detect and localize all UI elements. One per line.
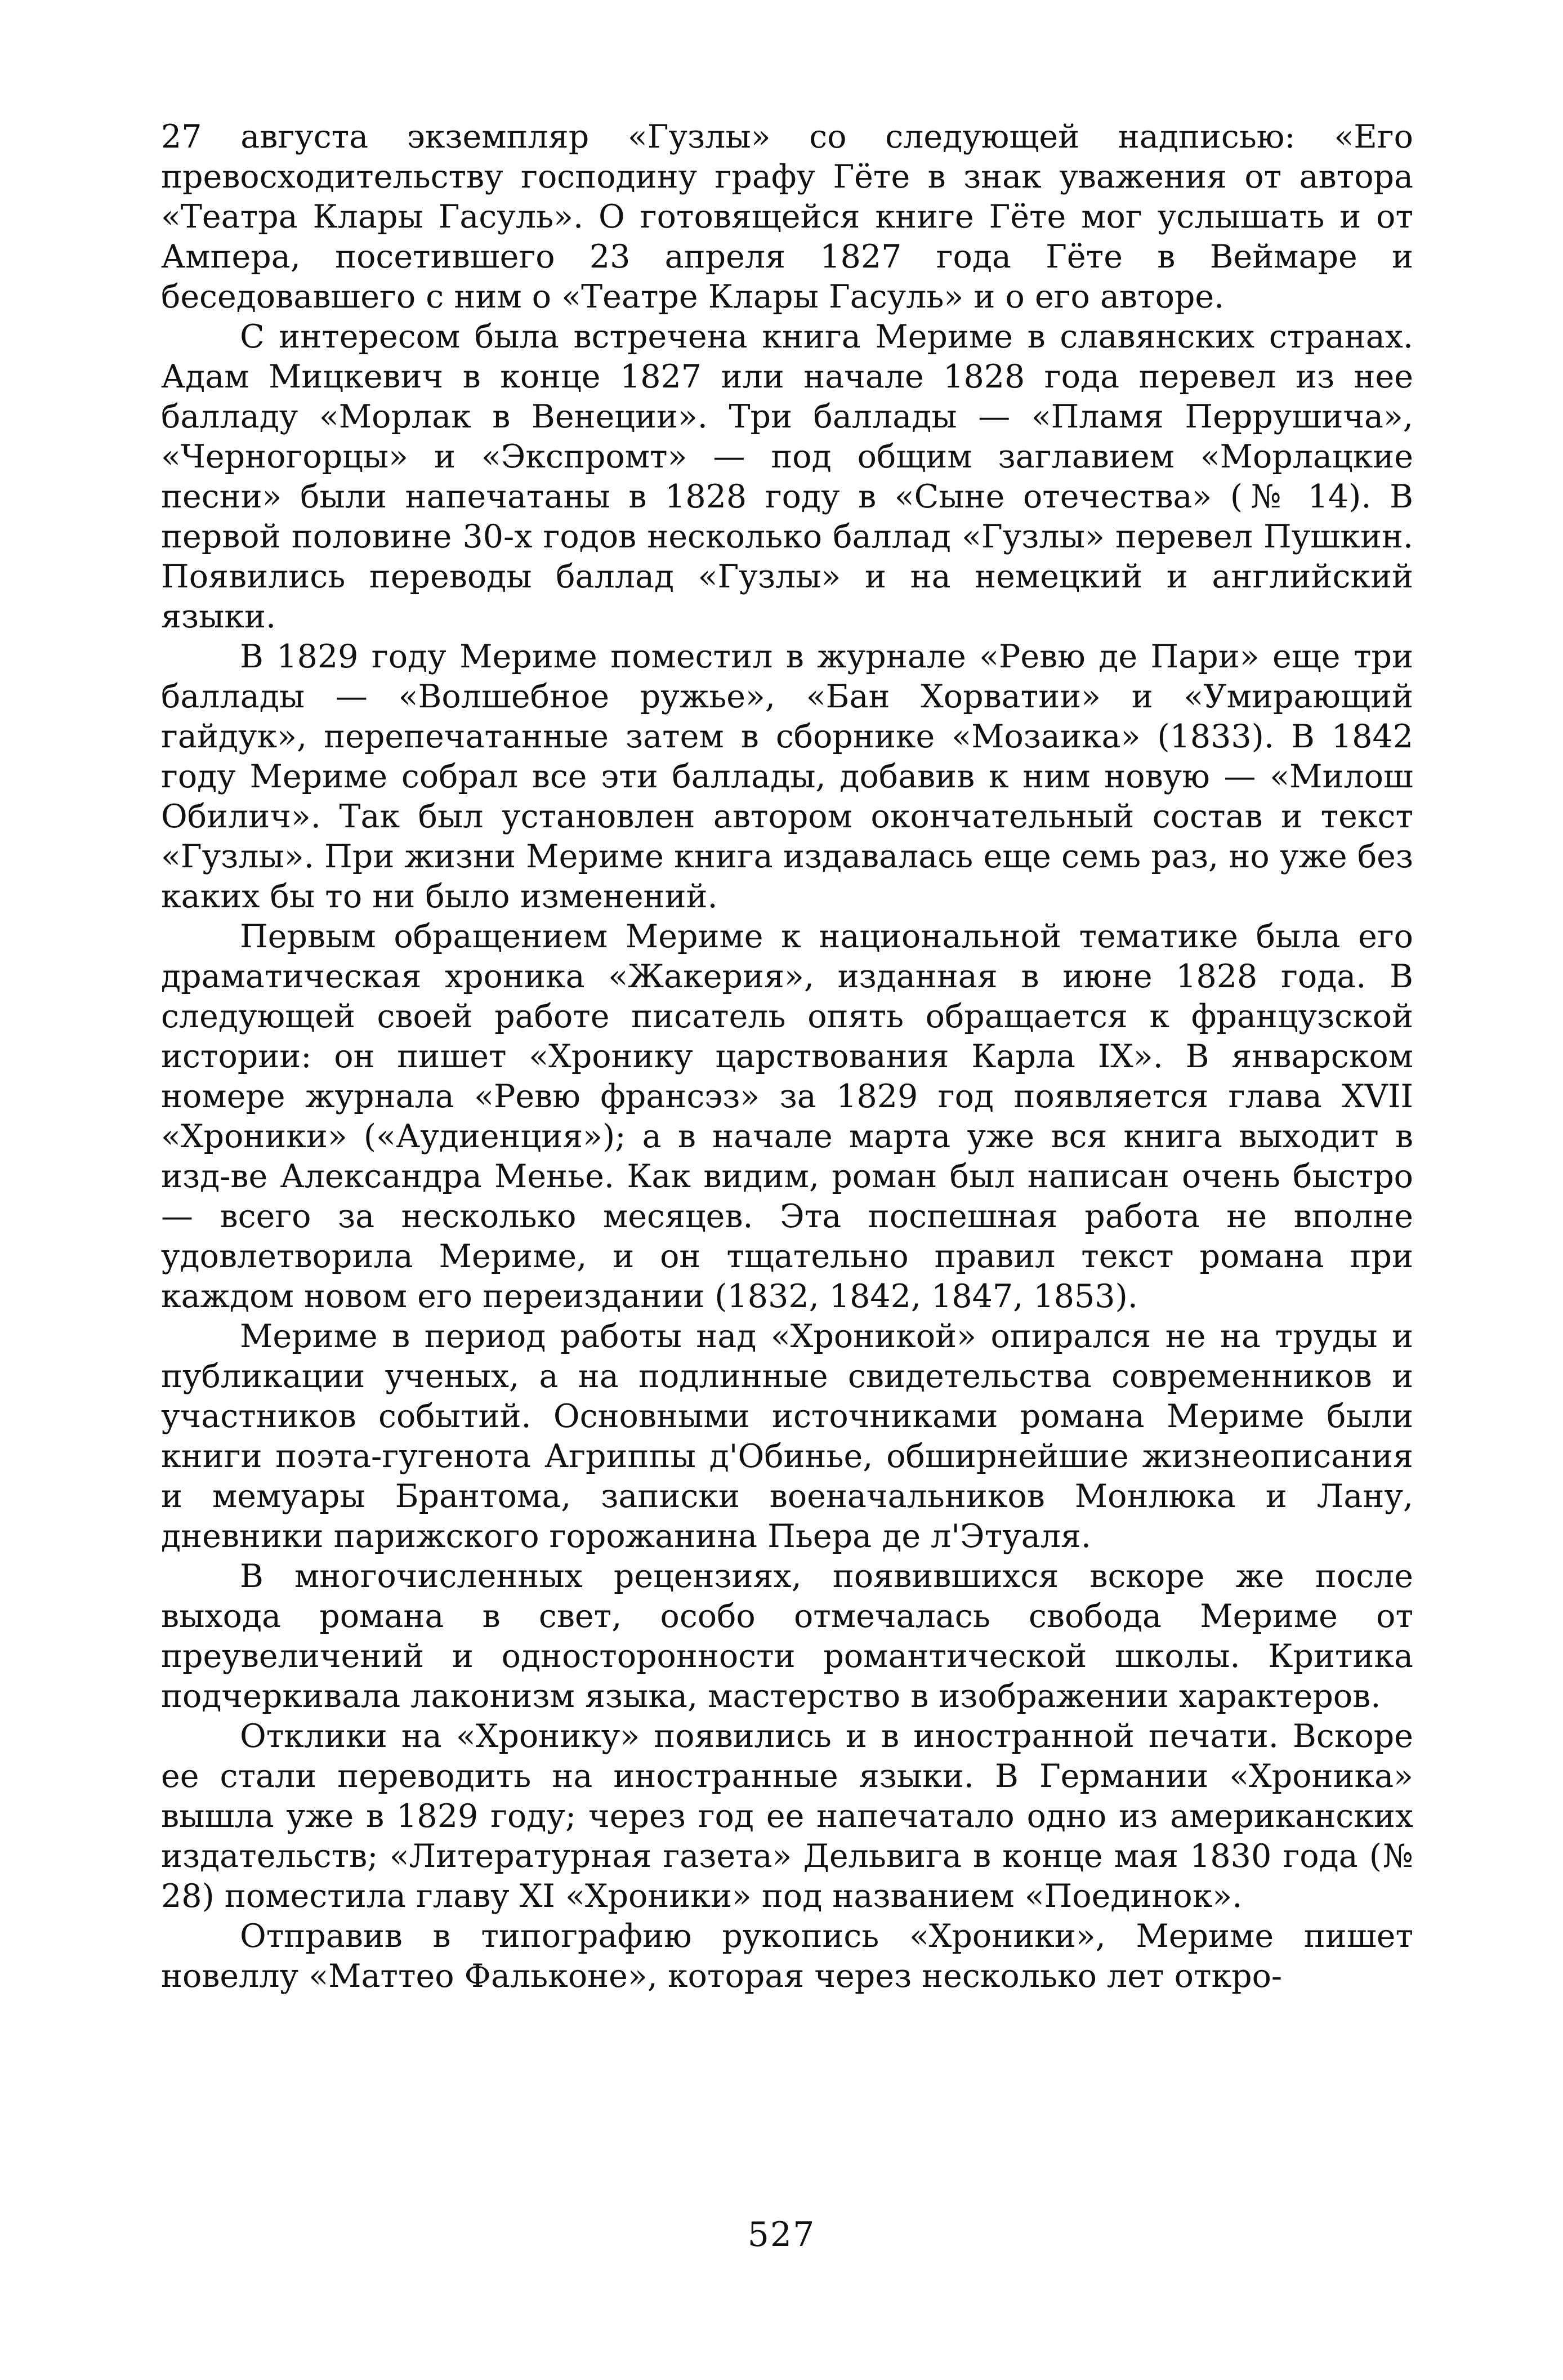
page-number: 527	[747, 2215, 816, 2254]
paragraph-7: Отклики на «Хронику» появились и в иностранной печати. Вскоре ее стали переводить на иностранные языки. В Германии «Хроника» вышла уже в 1829 году; через год ее напечатало одно из американских издательств; «Литературная газета» Дельвига в конце мая 1830 года (№ 28) поместила главу XI «Хроники» под названием «Поединок».	[161, 1718, 1413, 1915]
paragraph-4: Первым обращением Мериме к национальной тематике была его драматическая хроника «Жакерия», изданная в июне 1828 года. В следующей своей работе писатель опять обращается к французской истории: он пишет «Хронику царствования Карла IX». В январском номере журнала «Ревю франсэз» за 1829 год появляется глава XVII «Хроники» («Аудиенция»); а в начале марта уже вся книга выходит в изд-ве Александра Менье. Как видим, роман был написан очень быстро — всего за несколько месяцев. Эта поспешная работа не вполне удовлетворила Мериме, и он тщательно правил текст романа при каждом новом его переиздании (1832, 1842, 1847, 1853).	[161, 918, 1413, 1315]
paragraph-2: С интересом была встречена книга Мериме в славянских странах. Адам Мицкевич в конце 1827 или начале 1828 года перевел из нее балладу «Морлак в Венеции». Три баллады — «Пламя Перрушича», «Черногорцы» и «Экспромт» — под общим заглавием «Морлацкие песни» были напечатаны в 1828 году в «Сыне отечества» (№ 14). В первой половине 30-х годов несколько баллад «Гузлы» перевел Пушкин. Появились переводы баллад «Гузлы» и на немецкий и английский языки.	[161, 318, 1413, 635]
paragraph-6: В многочисленных рецензиях, появившихся вскоре же после выхода романа в свет, особо отмечалась свобода Мериме от преувеличений и односторонности романтической школы. Критика подчеркивала лаконизм языка, мастерство в изображении характеров.	[161, 1558, 1413, 1715]
paragraph-3: В 1829 году Мериме поместил в журнале «Ревю де Пари» еще три баллады — «Волшебное ружье», «Бан Хорватии» и «Умирающий гайдук», перепечатанные затем в сборнике «Мозаика» (1833). В 1842 году Мериме собрал все эти баллады, добавив к ним новую — «Милош Обилич». Так был установлен автором окончательный состав и текст «Гузлы». При жизни Мериме книга издавалась еще семь раз, но уже без каких бы то ни было изменений.	[161, 638, 1413, 915]
paragraph-5: Мериме в период работы над «Хроникой» опирался не на труды и публикации ученых, а на подлинные свидетельства современников и участников событий. Основными источниками романа Мериме были книги поэта-гугенота Агриппы д'Обинье, обширнейшие жизнеописания и мемуары Брантома, записки военачальников Монлюка и Лану, дневники парижского горожанина Пьера де л'Этуаля.	[161, 1318, 1413, 1555]
paragraph-8: Отправив в типографию рукопись «Хроники», Мериме пишет новеллу «Маттео Фальконе», которая через несколько лет откро-	[161, 1918, 1413, 1995]
page-body	[161, 117, 1413, 1996]
paragraph-1: 27 августа экземпляр «Гузлы» со следующей надписью: «Его превосходительству господину графу Гёте в знак уважения от автора «Театра Клары Гасуль». О готовящейся книге Гёте мог услышать и от Ампера, посетившего 23 апреля 1827 года Гёте в Веймаре и беседовавшего с ним о «Театре Клары Гасуль» и о его авторе.	[161, 118, 1413, 315]
